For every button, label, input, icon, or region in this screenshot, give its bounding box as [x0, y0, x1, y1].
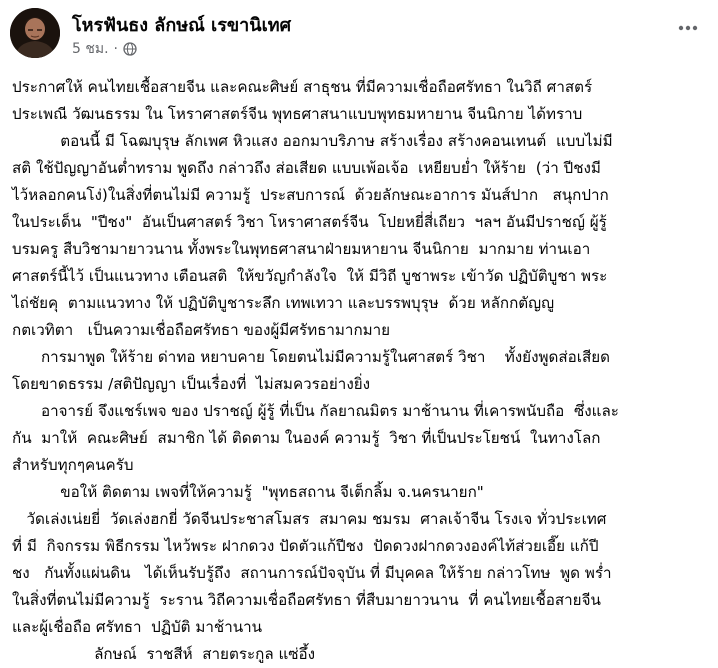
globe-icon: [123, 42, 137, 56]
post-text-line: กตเวทิตา เป็นความเชื่อถือศรัทธา ของผู้มีศรัทธามากมาย: [12, 321, 391, 339]
post-text-line: ตอนนี้ มี โฉฒบุรุษ ลักเพศ หิวแสง ออกมาบริภาษ สร้างเรื่อง สร้างคอนเทนต์ แบบไม่มี: [12, 132, 613, 150]
post-text-line: ศาสตร์นี้ไว้ เป็นแนวทาง เตือนสติ ให้ขวัญกำลังใจ ให้ มีวิถี บูชาพระ เข้าวัด ปฏิบัติบูชา พระ: [12, 267, 608, 285]
post-text-line: ประเพณี วัฒนธรรม ใน โหราศาสตร์จีน พุทธศาสนาแบบพุทธมหายาน จีนนิกาย ได้ทราบ: [12, 105, 583, 123]
more-dots-icon: [678, 25, 698, 31]
more-options-button[interactable]: [672, 12, 704, 44]
post-text-line: สติ ใช้ปัญญาอันต่ำทราม พูดถึง กล่าวถึง ส่อเสียด แบบเพ้อเจ้อ เหยียบย่ำ ให้ร้าย (ว่า ปีชงมี: [12, 159, 601, 177]
post-text-line: กัน มาให้ คณะศิษย์ สมาชิก ได้ ติดตาม ในองค์ ความรู้ วิชา ที่เป็นประโยชน์ ในทางโลก: [12, 429, 601, 447]
post-text-line: ขอให้ ติดตาม เพจที่ให้ความรู้ "พุทธสถาน จีเต็กลิ้ม จ.นครนายก": [12, 483, 484, 501]
post-text-line: ในสิ่งที่ตนไม่มีความรู้ ระราน วิถีความเชื่อถือศรัทธา ที่สืบมายาวนาน ที่ คนไทยเชื้อสายจีน: [12, 591, 601, 609]
post-text-line: ลักษณ์ ราชสีห์ สายตระกูล แซ่อึ้ง: [12, 645, 316, 663]
meta-separator: ·: [113, 41, 118, 57]
post-text-line: ไว้หลอกคนโง่)ในสิ่งที่ตนไม่มี ความรู้ ประสบการณ์ ด้วยลักษณะอาการ มันส์ปาก สนุกปาก: [12, 186, 609, 204]
post-header: [10, 6, 708, 62]
post-text-line: ประกาศให้ คนไทยเชื้อสายจีน และคณะศิษย์ สาธุชน ที่มีความเชื่อถือศรัทธา ในวิถี ศาสตร์: [12, 78, 593, 96]
post-time[interactable]: 5 ชม.: [72, 41, 109, 57]
author-name[interactable]: โหรฟันธง ลักษณ์ เรขานิเทศ: [72, 15, 292, 36]
avatar[interactable]: [10, 8, 60, 58]
post-text-line: ไถ่ชัยคุ ตามแนวทาง ให้ ปฏิบัติบูชาระลึก เทพเทวา และบรรพบุรุษ ด้วย หลักกตัญญู: [12, 294, 555, 312]
post-text-line: ในประเด็น "ปีชง" อันเป็นศาสตร์ วิชา โหราศาสตร์จีน โปยหยี่สี่เถียว ฯลฯ อันมีปราชญ์ ผู้รู้: [12, 213, 607, 231]
post-text-line: บรมครู สืบวิชามายาวนาน ทั้งพระในพุทธศาสนาฝ่ายมหายาน จีนนิกาย มากมาย ท่านเอา: [12, 240, 591, 258]
post-text-line: ที่ มี กิจกรรม พิธีกรรม ไหว้พระ ฝากดวง ปัดตัวแก้ปีชง ปัดดวงฝากดวงองค์ไท้ส่วยเอี๊ย แก้ปี: [12, 537, 599, 555]
post-text: [12, 74, 712, 668]
post-text-line: วัดเล่งเน่ยยี่ วัดเล่งฮกยี่ วัดจีนประชาสโมสร สมาคม ชมรม ศาลเจ้าจีน โรงเจ ทั่วประเทศ: [12, 510, 607, 528]
post-text-line: อาจารย์ จึงแชร์เพจ ของ ปราชญ์ ผู้รู้ ที่เป็น กัลยาณมิตร มาช้านาน ที่เคารพนับถือ ซึ่งและ: [12, 402, 619, 420]
post-text-line: และผู้เชื่อถือ ศรัทธา ปฏิบัติ มาช้านาน: [12, 618, 263, 636]
post-text-line: ชง กันทั้งแผ่นดิน ได้เห็นรับรู้ถึง สถานการณ์ปัจจุบัน ที่ มีบุคคล ให้ร้าย กล่าวโทษ พูด พร่ำ: [12, 564, 612, 582]
avatar-photo-icon: [10, 8, 60, 58]
post-meta: [72, 38, 137, 60]
post-text-line: โดยขาดธรรม /สติปัญญา เป็นเรื่องที่ ไม่สมควรอย่างยิ่ง: [12, 375, 371, 393]
post-text-line: การมาพูด ให้ร้าย ด่าทอ หยาบคาย โดยตนไม่มีความรู้ในศาสตร์ วิชา ทั้งยังพูดส่อเสียด: [12, 348, 610, 366]
post-text-line: สำหรับทุกๆคนครับ: [12, 456, 134, 474]
